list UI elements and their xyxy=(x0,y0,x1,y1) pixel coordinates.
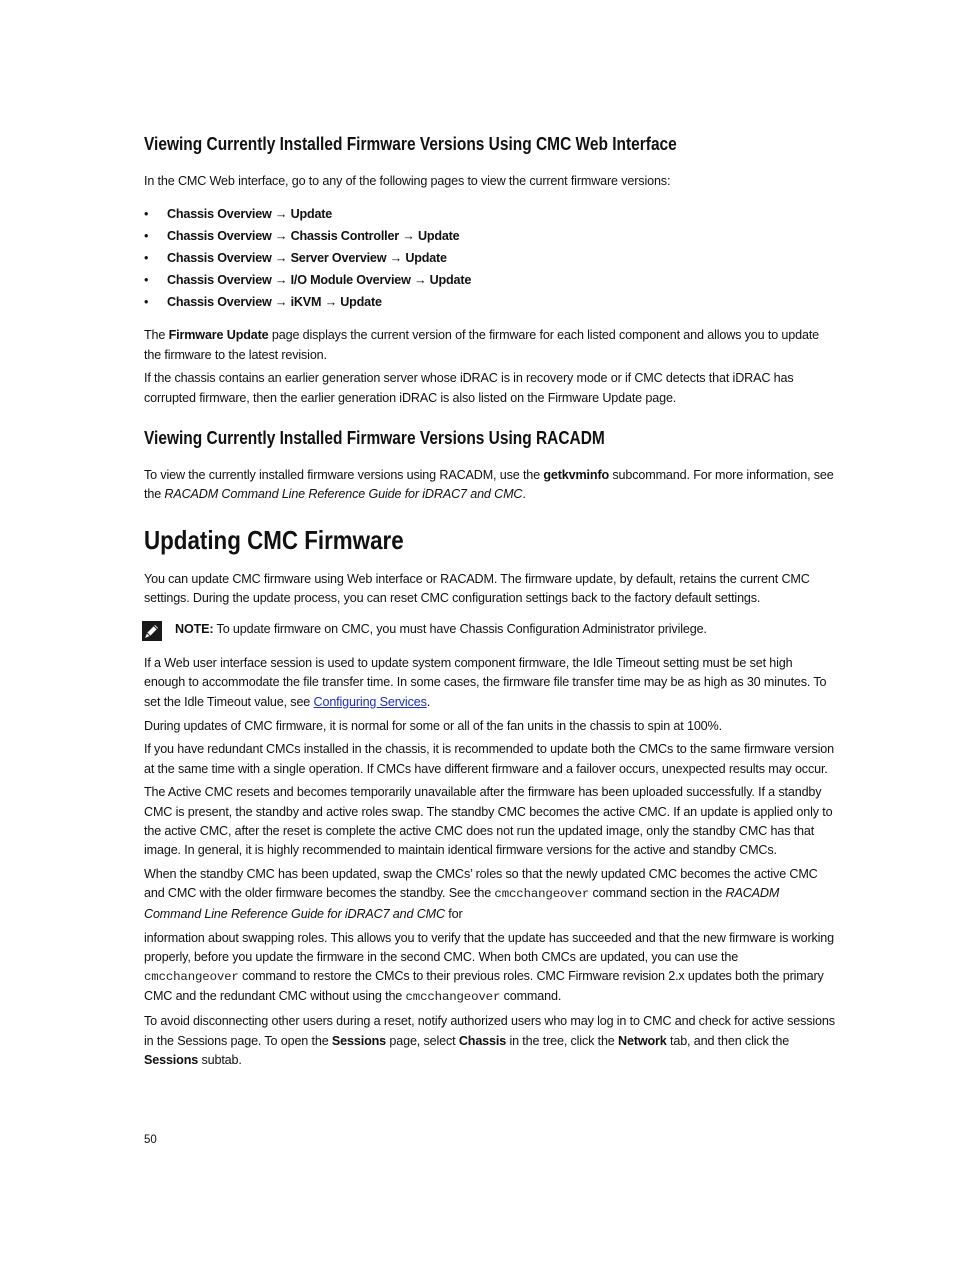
section-heading-web-interface: Viewing Currently Installed Firmware Versions Using CMC Web Interface xyxy=(144,134,677,154)
page-number: 50 xyxy=(144,1134,157,1146)
code-cmcchangeover: cmcchangeover xyxy=(144,970,239,985)
section3-paragraph-standby: When the standby CMC has been updated, swap the CMCs’ roles so that the newly updated CMC becomes the active CMC and CMC with the older firmware becomes the standby. See the cmcchangeover command section in the RACADM Command Line Reference Guide for iDRAC7 and CMC for xyxy=(144,867,818,921)
note-pencil-icon xyxy=(142,621,162,641)
code-cmcchangeover: cmcchangeover xyxy=(405,990,501,1005)
bullet-icon: • xyxy=(144,229,149,244)
section-heading-racadm: Viewing Currently Installed Firmware Versions Using RACADM xyxy=(144,427,605,448)
bullet-icon: • xyxy=(144,273,149,288)
bullet-icon: • xyxy=(144,251,149,266)
list-item: • Chassis Overview → Update xyxy=(144,203,836,225)
list-item: • Chassis Overview → Server Overview → Update xyxy=(144,247,836,269)
section3-paragraph-idle-timeout: If a Web user interface session is used to update system component firmware, the Idle Timeout setting must be set high enough to accommodate the file transfer time. In some cases, the firmware file transfer time may be as high as 30 minutes. To set the Idle Timeout value, see Configuring Services. xyxy=(144,656,827,709)
section3-paragraph-intro: You can update CMC firmware using Web interface or RACADM. The firmware update, by default, retains the current CMC settings. During the update process, you can reset CMC configuration settings back to the factory default settings. xyxy=(144,571,810,605)
configuring-services-link[interactable]: Configuring Services xyxy=(313,694,427,709)
section3-paragraph-active-cmc: The Active CMC resets and becomes temporarily unavailable after the firmware has been uploaded successfully. If a standby CMC is present, the standby and active roles swap. The standby CMC becomes the active CMC. If an update is applied only to the active CMC, after the reset is complete the active CMC does not run the updated image, only the standby CMC has that image. In general, it is highly recommended to maintain identical firmware versions for the active and standby CMCs. xyxy=(144,785,833,858)
page-content xyxy=(144,130,836,1070)
list-item: • Chassis Overview → I/O Module Overview → Update xyxy=(144,269,836,291)
section1-paragraph-firmware-update: The Firmware Update page displays the current version of the firmware for each listed component and allows you to update the firmware to the latest revision. xyxy=(144,328,820,362)
section1-intro: In the CMC Web interface, go to any of the following pages to view the current firmware versions: xyxy=(144,174,671,188)
chapter-heading-updating-cmc-firmware: Updating CMC Firmware xyxy=(144,524,404,555)
section3-paragraph-fans: During updates of CMC firmware, it is normal for some or all of the fan units in the chassis to spin at 100%. xyxy=(144,718,722,733)
section2-paragraph: To view the currently installed firmware versions using RACADM, use the getkvminfo subcommand. For more information, see the RACADM Command Line Reference Guide for iDRAC7 and CMC. xyxy=(144,467,834,502)
section1-paragraph-idrac: If the chassis contains an earlier generation server whose iDRAC is in recovery mode or if CMC detects that iDRAC has corrupted firmware, then the earlier generation iDRAC is also listed on the Firmware Update page. xyxy=(144,371,794,405)
code-cmcchangeover: cmcchangeover xyxy=(494,887,590,902)
note-text: NOTE: To update firmware on CMC, you must have Chassis Configuration Administrator privilege. xyxy=(175,622,707,637)
list-item: • Chassis Overview → iKVM → Update xyxy=(144,291,836,313)
bullet-icon: • xyxy=(144,295,149,310)
section3-paragraph-sessions: To avoid disconnecting other users during a reset, notify authorized users who may log in to CMC and check for active sessions in the Sessions page. To open the Sessions page, select Chassis in the tree, click the Network tab, and then click the Sessions subtab. xyxy=(144,1014,835,1067)
list-item: • Chassis Overview → Chassis Controller → Update xyxy=(144,225,836,247)
bullet-icon: • xyxy=(144,207,149,222)
note-block xyxy=(144,620,836,642)
section3-paragraph-swapping: information about swapping roles. This allows you to verify that the update has succeeded and that the new firmware is working properly, before you update the firmware in the second CMC. When both CMCs are updated, you can use the cmcchangeover command to restore the CMCs to their previous roles. CMC Firmware revision 2.x updates both the primary CMC and the redundant CMC without using the cmcchangeover command. xyxy=(144,930,835,1005)
navigation-path-list xyxy=(144,203,836,313)
section3-paragraph-redundant: If you have redundant CMCs installed in the chassis, it is recommended to update both the CMCs to the same firmware version at the same time with a single operation. If CMCs have different firmware and a failover occurs, unexpected results may occur. xyxy=(144,742,834,776)
